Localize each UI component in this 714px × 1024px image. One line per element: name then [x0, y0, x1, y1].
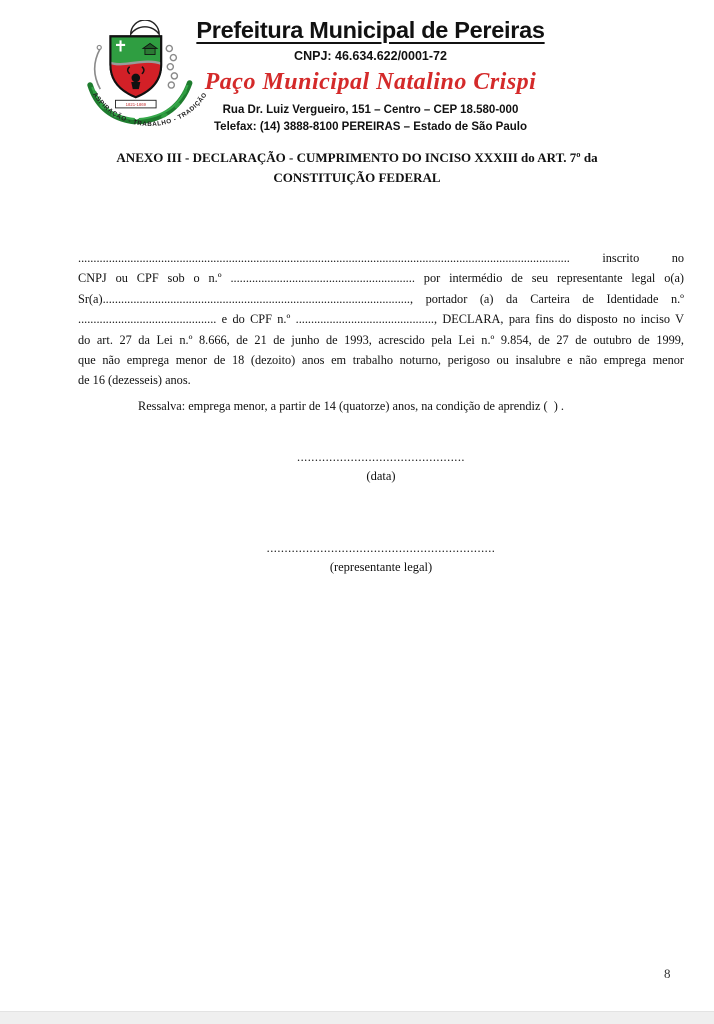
- org-name: Prefeitura Municipal de Pereiras: [196, 17, 545, 43]
- document-title: [0, 148, 714, 188]
- motto-text: ASPIRAÇÃO - TRABALHO - TRADIÇÃO: [91, 91, 209, 129]
- body-line: ................................................................................................................................................................ inscrito no: [78, 251, 684, 265]
- date-label: (data): [366, 469, 396, 483]
- date-signature-block: [78, 450, 684, 486]
- date-dotted-line: ...............................................: [297, 450, 465, 464]
- page-edge: [0, 1011, 714, 1024]
- body-line: do art. 27 da Lei n.º 8.666, de 21 de junho de 1993, acrescido pela Lei n.º 9.854, de 27 de outubro de 1999,: [78, 332, 684, 347]
- body-line: Sr(a)...................................................................................................., portador (a) da Carteira de Identidade n.º: [78, 291, 684, 306]
- page-number: 8: [664, 966, 671, 981]
- body-line: de 16 (dezesseis) anos.: [78, 373, 191, 388]
- municipal-hall-name: Paço Municipal Natalino Crispi: [204, 69, 537, 95]
- declaration-body: [78, 248, 684, 391]
- representative-signature-block: [78, 541, 684, 577]
- body-line: ............................................. e do CPF n.º ............................................., DECLARA, para fins do disposto no inciso V: [78, 312, 684, 327]
- document-title-line1: ANEXO III - DECLARAÇÃO - CUMPRIMENTO DO INCISO XXXIII do ART. 7º da: [116, 150, 598, 165]
- representative-dotted-line: ................................................................: [266, 541, 496, 555]
- body-line: CNPJ ou CPF sob o n.º ............................................................ por intermédio de seu representante legal o(a): [78, 271, 684, 286]
- ressalva-note: Ressalva: emprega menor, a partir de 14 (quatorze) anos, na condição de aprendiz ( ) .: [138, 399, 564, 413]
- cnpj-line: CNPJ: 46.634.622/0001-72: [294, 49, 447, 63]
- banner-years: 1821-1869: [125, 102, 146, 108]
- representative-label: (representante legal): [329, 560, 433, 574]
- body-line: que não emprega menor de 18 (dezoito) anos em trabalho noturno, perigoso ou insalubre e não emprega menor: [78, 353, 684, 368]
- letterhead: [55, 16, 686, 136]
- document-title-line2: CONSTITUIÇÃO FEDERAL: [273, 170, 441, 185]
- telefax-line: Telefax: (14) 3888-8100 PEREIRAS – Estado de São Paulo: [214, 121, 527, 133]
- address-line: Rua Dr. Luiz Vergueiro, 151 – Centro – CEP 18.580-000: [222, 104, 519, 116]
